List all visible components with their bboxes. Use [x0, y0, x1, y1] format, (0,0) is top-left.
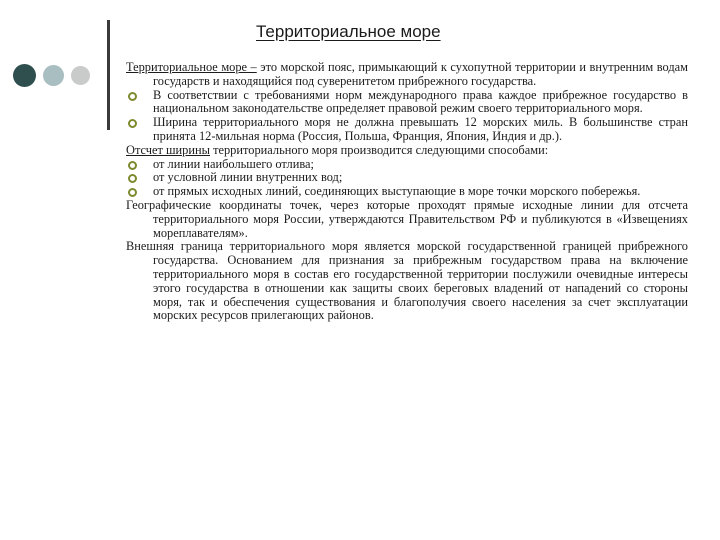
- bullet-item: [126, 171, 688, 185]
- term-underlined: Отсчет ширины: [126, 142, 210, 157]
- bullet-item: [126, 89, 688, 117]
- bullet-text: от условной линии внутренних вод;: [153, 170, 343, 185]
- decor-dot-light: [71, 66, 90, 85]
- coordinates-paragraph: Географические координаты точек, через которые проходят прямые исходные линии для отсчета территориального моря России, утверждаются Правительством РФ и публикуются в «Извещениях мореплавателям».: [126, 197, 688, 240]
- bullet-ring-icon: [128, 161, 137, 170]
- definition-paragraph: [126, 61, 688, 89]
- definition-text: это морской пояс, примыкающий к сухопутной территории и внутренним водам государств и находящийся под суверенитетом прибрежного государства.: [153, 60, 688, 88]
- decor-dot-mid: [43, 65, 64, 86]
- bullet-item: [126, 158, 688, 172]
- bullet-ring-icon: [128, 92, 137, 101]
- bullet-ring-icon: [128, 174, 137, 183]
- bullet-ring-icon: [128, 119, 137, 128]
- bullet-item: [126, 185, 688, 199]
- bullet-item: [126, 116, 688, 144]
- vertical-divider: [107, 20, 110, 130]
- measurement-paragraph: [126, 144, 688, 158]
- bullet-ring-icon: [128, 188, 137, 197]
- outer-boundary-paragraph: Внешняя граница территориального моря является морской государственной границей прибрежного государства. Основанием для признания за прибрежным государством права на включение территориального моря в состав его государственной территории послужили очевидные интересы этого государства в отношении как защиты своих береговых владений от нападений со стороны моря, так и обеспечения существования и благополучия своего населения за счет эксплуатации морских ресурсов прилегающих районов.: [126, 239, 688, 323]
- slide-body: [126, 61, 688, 323]
- bullet-text: от прямых исходных линий, соединяющих выступающие в море точки морского побережья.: [153, 184, 641, 199]
- decor-dot-dark: [13, 64, 36, 87]
- term-underlined: Территориальное море –: [126, 60, 257, 74]
- bullet-text: В соответствии с требованиями норм международного права каждое прибрежное государство в национальном законодательстве определяет правовой режим своего территориального моря.: [153, 87, 688, 116]
- bullet-text: Ширина территориального моря не должна превышать 12 морских миль. В большинстве стран принята 12-мильная норма (Россия, Польша, Франция, Япония, Индия и др.).: [153, 115, 688, 143]
- bullet-text: от линии наибольшего отлива;: [153, 156, 314, 171]
- slide-title: Территориальное море: [256, 22, 441, 41]
- measurement-text: территориального моря производится следующими способами:: [209, 142, 549, 157]
